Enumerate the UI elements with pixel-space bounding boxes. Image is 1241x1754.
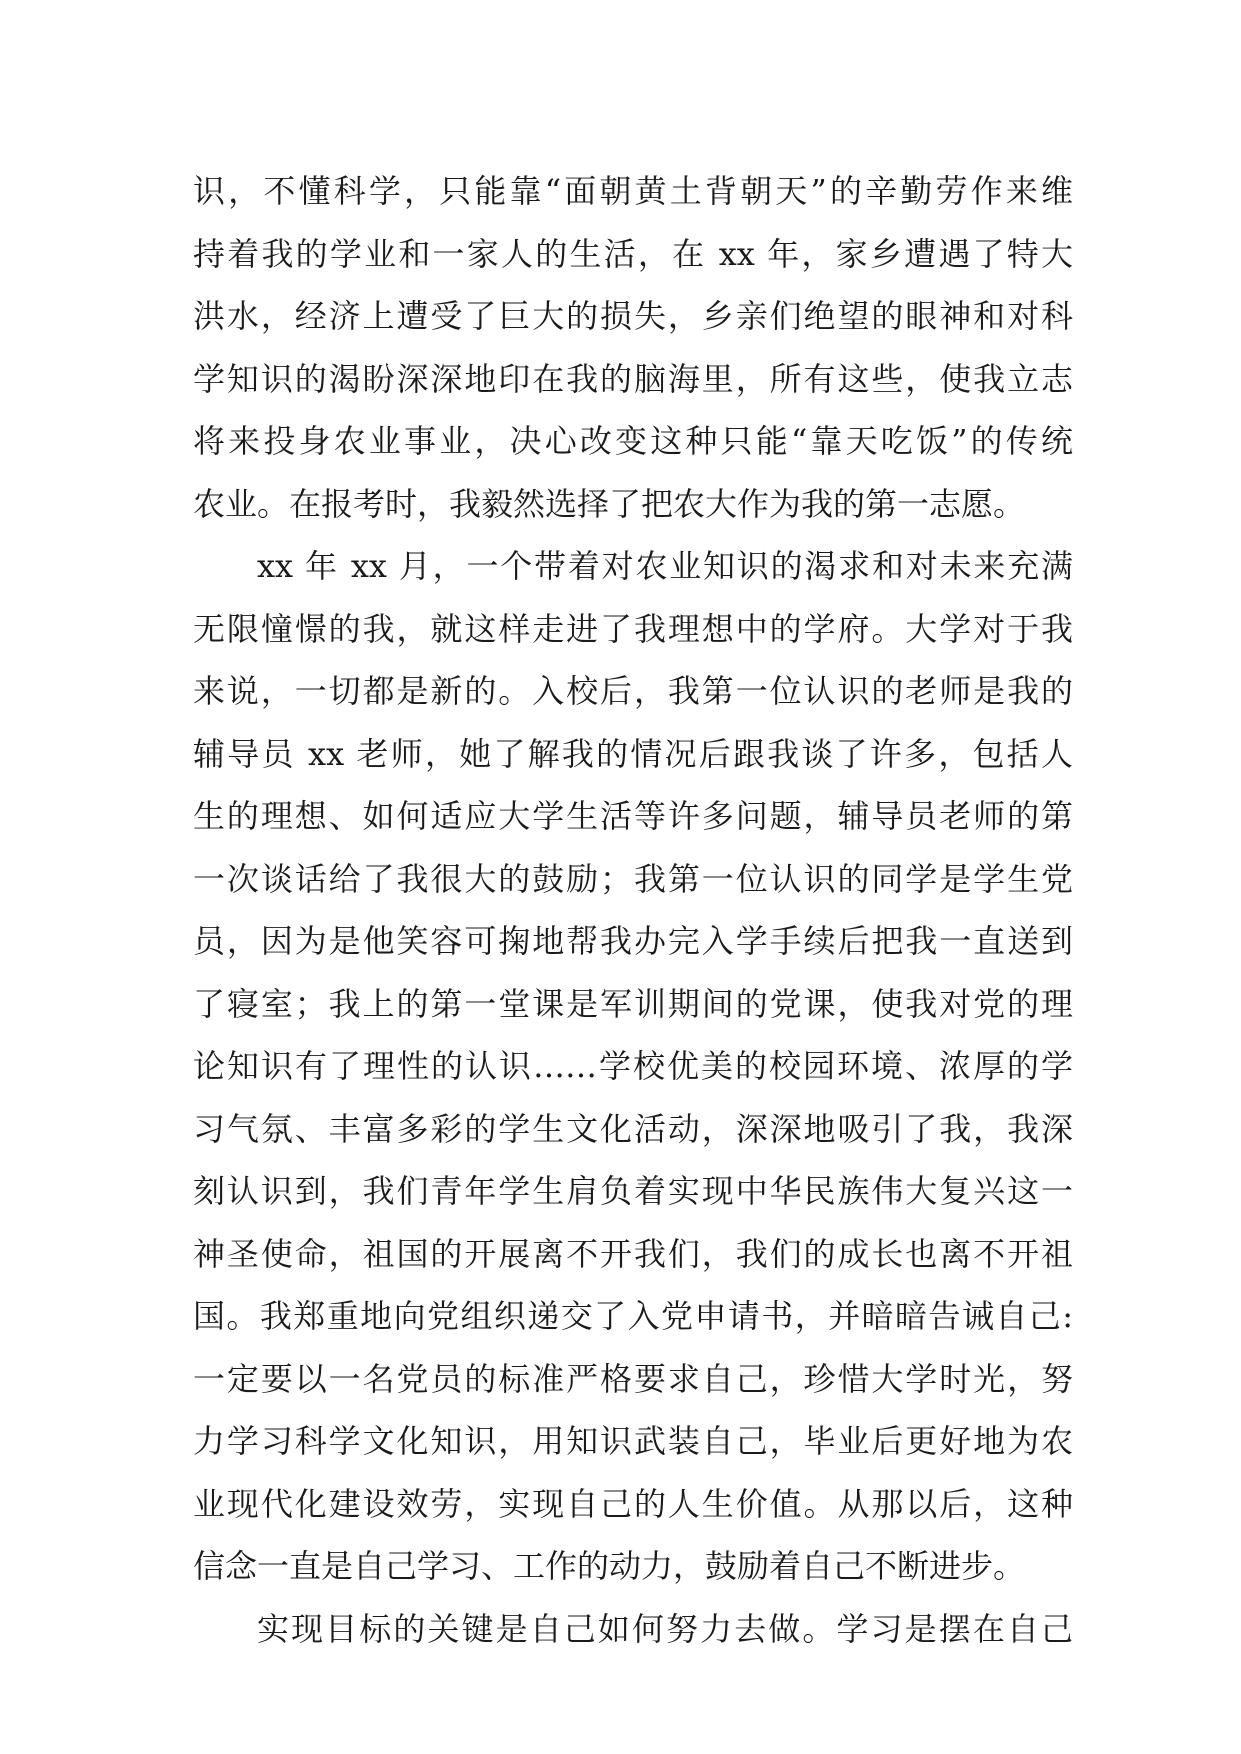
paragraph-1 xyxy=(193,160,1073,535)
text-line: 员，因为是他笑容可掬地帮我办完入学手续后把我一直送到 xyxy=(193,922,1073,960)
paragraph-2 xyxy=(193,535,1073,1598)
text-line: 习气氛、丰富多彩的学生文化活动，深深地吸引了我，我深 xyxy=(193,1109,1073,1148)
text-line: 论知识有了理性的认识……学校优美的校园环境、浓厚的学 xyxy=(193,1047,1073,1085)
text-line: 识，不懂科学，只能靠“面朝黄土背朝天”的辛勤劳作来维 xyxy=(193,172,1073,210)
text-line: 将来投身农业事业，决心改变这种只能“靠天吃饭”的传统 xyxy=(193,422,1073,460)
text-line: 来说，一切都是新的。入校后，我第一位认识的老师是我的 xyxy=(193,672,1073,710)
text-line: 国。我郑重地向党组织递交了入党申请书，并暗暗告诫自己: xyxy=(193,1297,1073,1335)
text-line: 神圣使命，祖国的开展离不开我们，我们的成长也离不开祖 xyxy=(193,1234,1073,1273)
text-line: 一次谈话给了我很大的鼓励；我第一位认识的同学是学生党 xyxy=(193,859,1073,898)
text-line: 了寝室；我上的第一堂课是军训期间的党课，使我对党的理 xyxy=(193,984,1073,1023)
text-line: 农业。在报考时，我毅然选择了把农大作为我的第一志愿。 xyxy=(193,484,1026,523)
text-line: 洪水，经济上遭受了巨大的损失，乡亲们绝望的眼神和对科 xyxy=(193,297,1073,335)
body-text xyxy=(193,160,1073,1660)
text-line: 生的理想、如何适应大学生活等许多问题，辅导员老师的第 xyxy=(193,797,1073,835)
text-line: 一定要以一名党员的标准严格要求自己，珍惜大学时光，努 xyxy=(193,1359,1073,1398)
paragraph-3 xyxy=(193,1598,1073,1661)
text-line: 实现目标的关键是自己如何努力去做。学习是摆在自己 xyxy=(257,1609,1073,1648)
text-line: 辅导员 xx 老师，她了解我的情况后跟我谈了许多，包括人 xyxy=(193,734,1073,773)
text-line: 力学习科学文化知识，用知识武装自己，毕业后更好地为农 xyxy=(193,1422,1073,1460)
text-line: 持着我的学业和一家人的生活，在 xx 年，家乡遭遇了特大 xyxy=(193,234,1073,273)
text-line: 业现代化建设效劳，实现自己的人生价值。从那以后，这种 xyxy=(193,1484,1073,1523)
text-line: 学知识的渴盼深深地印在我的脑海里，所有这些，使我立志 xyxy=(193,359,1073,398)
text-line: xx 年 xx 月，一个带着对农业知识的渴求和对未来充满 xyxy=(257,547,1073,585)
text-line: 刻认识到，我们青年学生肩负着实现中华民族伟大复兴这一 xyxy=(193,1172,1073,1210)
text-line: 信念一直是自己学习、工作的动力，鼓励着自己不断进步。 xyxy=(193,1547,1026,1585)
text-line: 无限憧憬的我，就这样走进了我理想中的学府。大学对于我 xyxy=(193,609,1073,648)
